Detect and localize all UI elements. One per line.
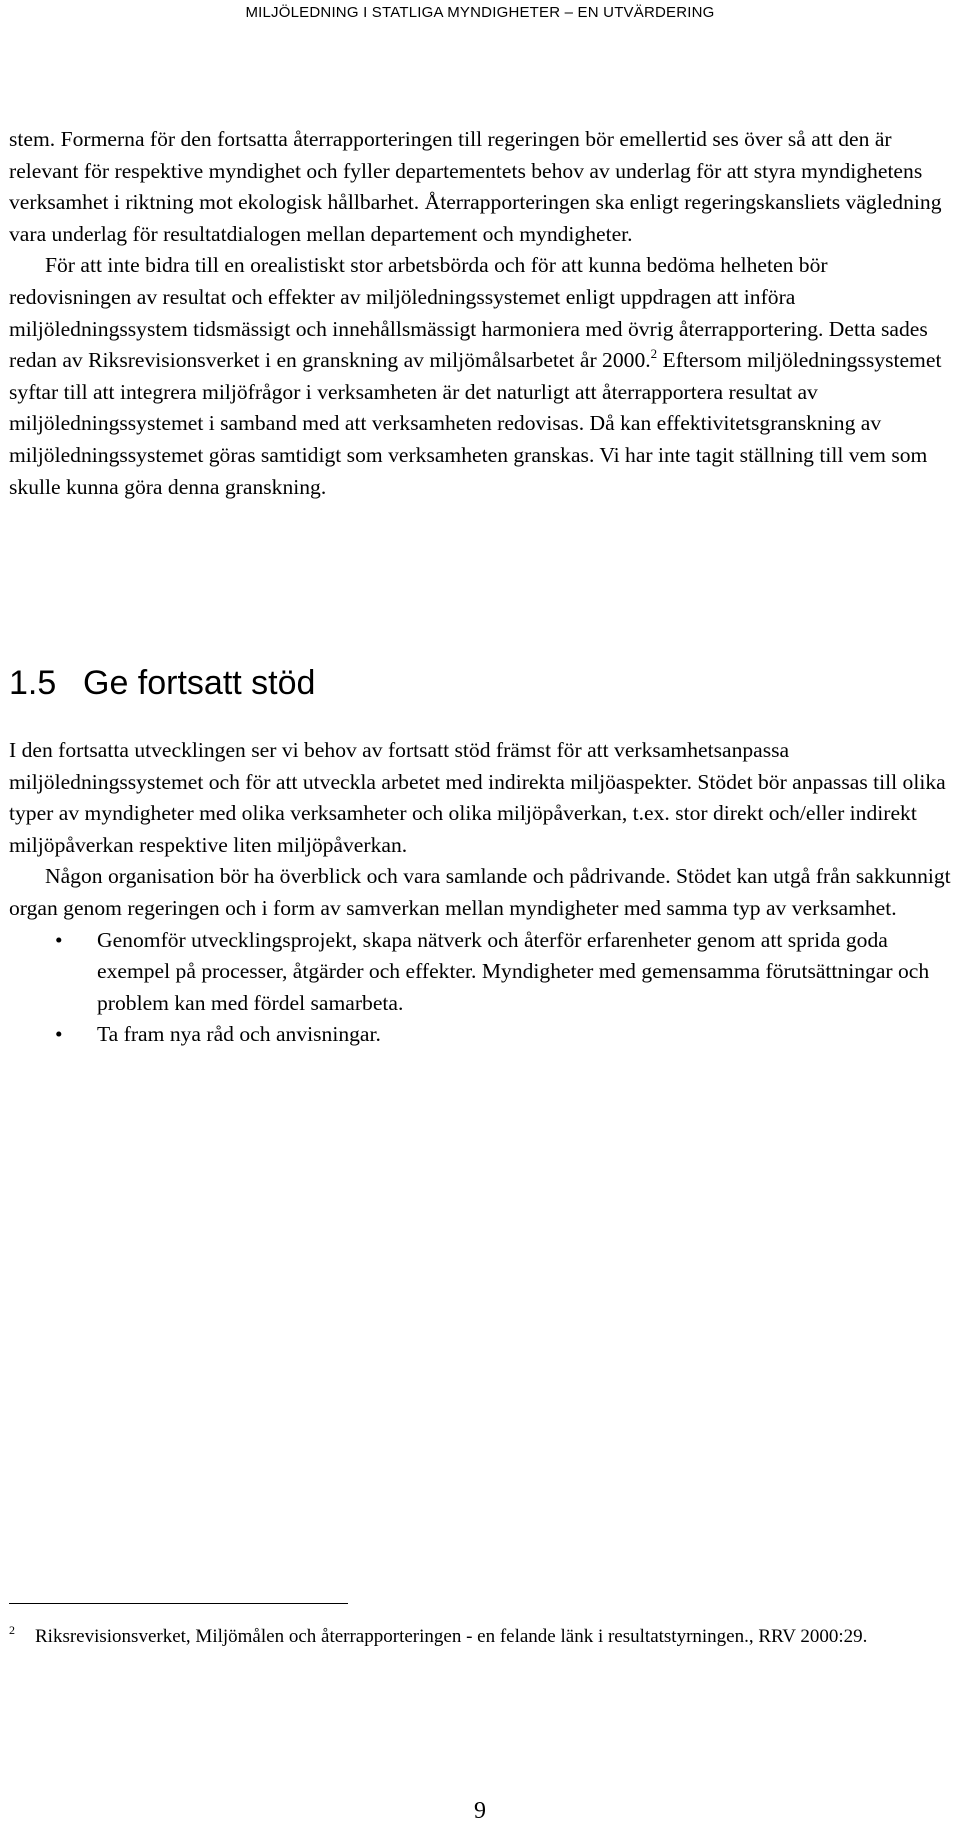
bullet-text: Genomför utvecklingsprojekt, skapa nätverk och återför erfarenheter genom att sprida goda exempel på processer, åtgärder och effekter. Myndigheter med gemensamma förutsättningar och problem kan med fördel samarbeta. <box>97 927 930 1015</box>
bullet-item <box>9 1019 953 1051</box>
footnote: 2 Riksrevisionsverket, Miljömålen och återrapporteringen - en felande länk i resultatstyrningen., RRV 2000:29. <box>9 1623 868 1647</box>
footnote-reference: 2 <box>650 346 658 362</box>
body-text-section <box>9 735 953 1051</box>
footnote-text: Riksrevisionsverket, Miljömålen och återrapporteringen - en felande länk i resultatstyrningen., RRV 2000:29. <box>35 1626 868 1647</box>
bullet-icon: • <box>55 1022 63 1047</box>
section-paragraph-support: I den fortsatta utvecklingen ser vi behov av fortsatt stöd främst för att verksamhetsanpassa miljöledningssystemet och för att utveckla arbetet med indirekta miljöaspekter. Stödet bör anpassas till olika typer av myndigheter med olika verksamheter och olika miljöpåverkan, t.ex. stor direkt och/eller indirekt miljöpåverkan respektive liten miljöpåverkan. <box>9 738 946 857</box>
paragraph-reporting <box>9 250 953 503</box>
section-heading <box>9 663 315 703</box>
section-paragraph-organisation: Någon organisation bör ha överblick och vara samlande och pådrivande. Stödet kan utgå från sakkunnigt organ genom regeringen och i form av samverkan mellan myndigheter med samma typ av verksamhet. <box>9 864 951 920</box>
paragraph-reporting-text-b: Eftersom miljöledningssystemet syftar till att integrera miljöfrågor i verksamheten är det naturligt att återrapportera resultat av miljöledningssystemet i samband med att verksamheten redovisas. Då kan effektivitetsgranskning av miljöledningssystemet göras samtidigt som verksamheten granskas. Vi har inte tagit ställning till vem som skulle kunna göra denna granskning. <box>9 348 942 499</box>
bullet-list <box>9 925 953 1051</box>
bullet-icon: • <box>55 927 63 952</box>
running-header: MILJÖLEDNING I STATLIGA MYNDIGHETER – EN UTVÄRDERING <box>245 4 715 21</box>
page-number: 9 <box>474 1798 486 1824</box>
section-title: Ge fortsatt stöd <box>83 664 316 702</box>
body-text-upper <box>9 124 953 503</box>
paragraph-reporting-text-a: För att inte bidra till en orealistiskt stor arbetsbörda och för att kunna bedöma helheten bör redovisningen av resultat och effekter av miljöledningssystemet enligt uppdragen att införa miljöledningssystem tidsmässigt och innehållsmässigt harmoniera med övrig återrapportering. Detta sades redan av Riksrevisionsverket i en granskning av miljömålsarbetet år 2000. <box>9 253 928 373</box>
bullet-text: Ta fram nya råd och anvisningar. <box>97 1022 381 1047</box>
paragraph-continued: stem. Formerna för den fortsatta återrapporteringen till regeringen bör emellertid ses över så att den är relevant för respektive myndighet och fyller departementets behov av underlag för att styra myndighetens verksamhet i riktning mot ekologisk hållbarhet. Återrapporteringen ska enligt regeringskansliets vägledning vara underlag för resultatdialogen mellan departement och myndigheter. <box>9 127 942 246</box>
footnote-separator <box>9 1603 348 1604</box>
bullet-item <box>9 925 953 1020</box>
section-number: 1.5 <box>9 664 57 702</box>
